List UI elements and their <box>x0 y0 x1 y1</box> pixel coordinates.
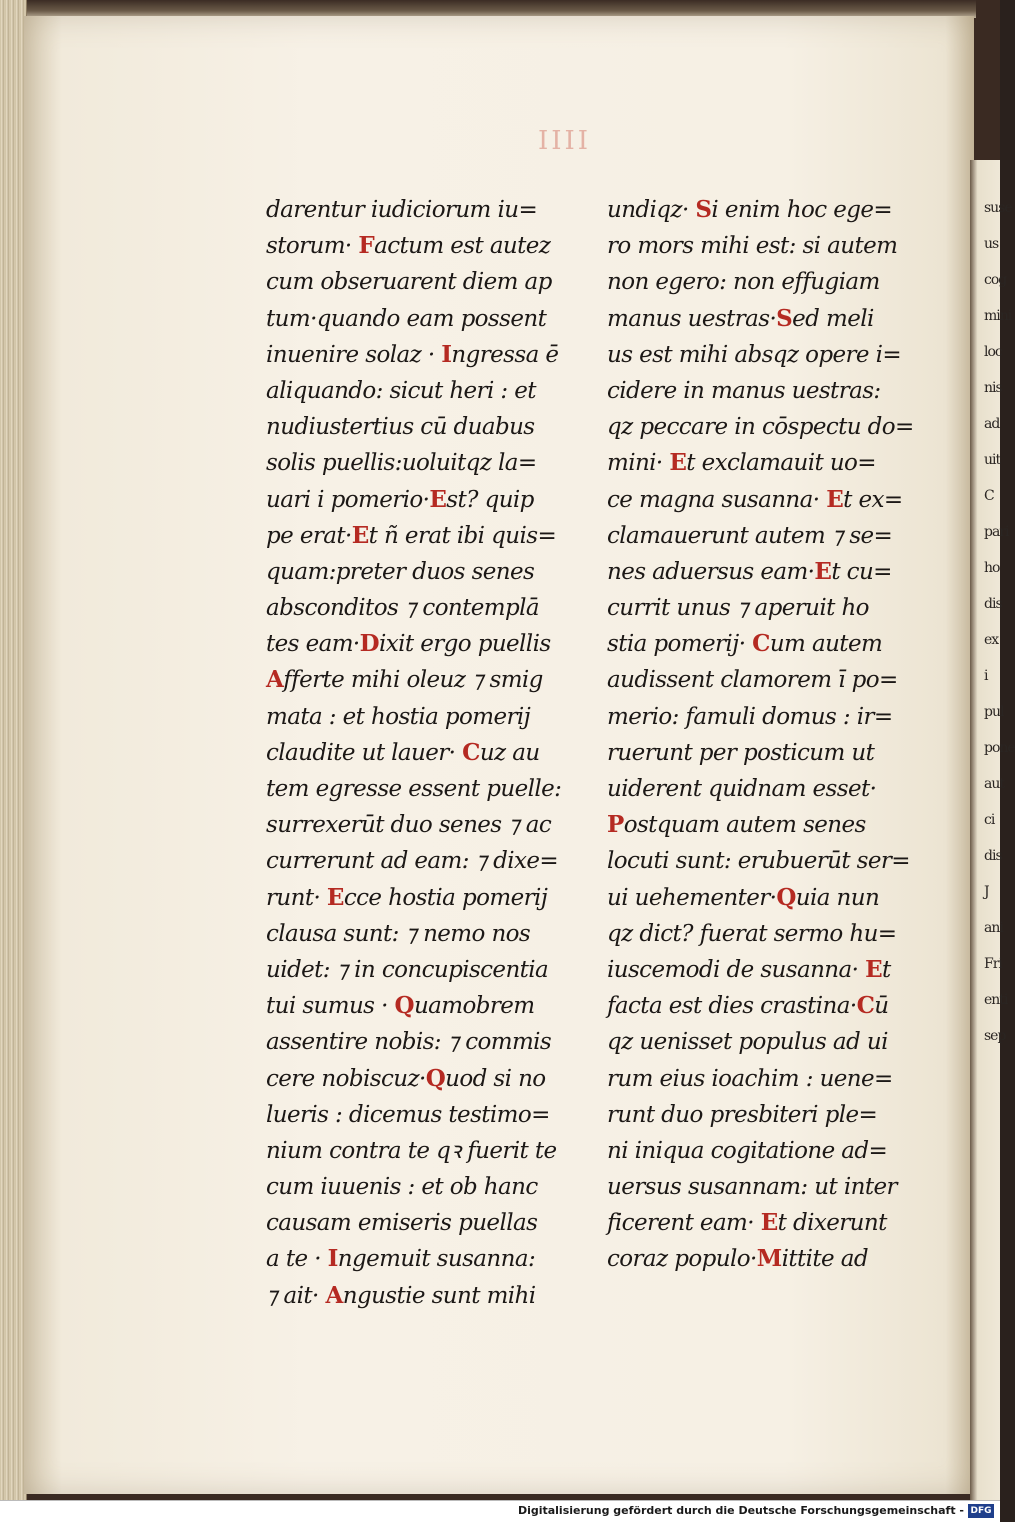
text-segment: manus uestras· <box>607 305 777 332</box>
text-line <box>266 301 566 337</box>
facing-page-fragment: ad <box>984 416 1000 432</box>
text-line <box>607 1133 907 1169</box>
rubricated-initial: M <box>756 1245 782 1273</box>
rubricated-initial: C <box>752 630 770 658</box>
folio-number: IIII <box>538 126 592 156</box>
text-line <box>266 1205 566 1241</box>
text-line <box>607 337 907 373</box>
text-segment: t ex= <box>843 486 903 513</box>
text-column-right <box>607 192 914 1278</box>
text-line <box>607 482 907 518</box>
text-line <box>607 880 907 916</box>
text-segment: uari i pomerio· <box>266 486 430 513</box>
text-segment: runt duo presbiteri ple= <box>607 1101 878 1128</box>
text-segment: uia nun <box>795 884 880 911</box>
text-segment: tem egresse essent puelle: <box>266 776 562 802</box>
text-segment: tum·quando eam possent <box>266 305 547 332</box>
text-segment: iuscemodi de susanna· <box>607 956 866 983</box>
facing-page-fragment: uit <box>984 452 1001 468</box>
text-segment: cidere in manus uestras: <box>607 377 881 404</box>
facing-page-fragment: ani <box>984 920 1003 936</box>
text-line <box>607 952 907 988</box>
text-line <box>607 626 907 662</box>
text-line <box>266 735 566 771</box>
text-line <box>266 662 566 698</box>
text-segment: non egero: non effugiam <box>607 269 880 296</box>
text-line <box>266 518 566 554</box>
text-segment: facta est dies crastina· <box>607 993 857 1020</box>
text-segment: mini· <box>607 450 670 477</box>
facing-page-fragment: loc <box>984 344 1002 360</box>
text-line <box>266 228 566 264</box>
facing-page-fragment: us <box>984 236 999 252</box>
text-line <box>266 264 566 300</box>
text-segment: t exclamauit uo= <box>686 450 876 477</box>
text-segment: mata : et hostia pomerij <box>266 703 531 730</box>
rubricated-initial: I <box>441 340 452 368</box>
text-segment: surrexerūt duo senes ⁊ ac <box>266 812 552 839</box>
rubricated-initial: S <box>776 304 793 332</box>
text-line <box>607 1205 907 1241</box>
text-segment: currit unus ⁊ aperuit ho <box>607 595 869 622</box>
text-line <box>266 1097 566 1133</box>
text-segment: t <box>882 956 891 983</box>
facing-page-fragment: pone <box>984 740 1015 756</box>
text-line <box>607 771 907 807</box>
text-line <box>607 590 907 626</box>
text-line <box>266 807 566 843</box>
text-segment: nium contra te qꝛ fuerit te <box>266 1137 557 1164</box>
text-line <box>266 590 566 626</box>
text-line <box>266 988 566 1024</box>
footer-credit: Digitalisierung gefördert durch die Deutsche Forschungsgemeinschaft - <box>517 1504 964 1517</box>
text-segment: ixit ergo puellis <box>378 631 551 658</box>
facing-page-fragment: C <box>984 488 994 504</box>
text-segment: ce magna susanna· <box>607 486 827 513</box>
text-segment: ngustie sunt mihi <box>342 1282 536 1309</box>
text-line <box>266 952 566 988</box>
facing-page-fragment: pul <box>984 704 1004 720</box>
rubricated-initial: P <box>607 811 624 839</box>
text-segment: undiqz· <box>607 197 696 223</box>
text-segment: lueris : dicemus testimo= <box>266 1101 550 1128</box>
text-segment: merio: famuli domus : ir= <box>607 703 893 730</box>
rubricated-initial: Q <box>425 1064 446 1092</box>
text-segment: clausa sunt: ⁊ nemo nos <box>266 920 531 947</box>
text-line <box>607 662 907 698</box>
text-line <box>266 1061 566 1097</box>
text-segment: clamauerunt autem ⁊ se= <box>607 522 893 549</box>
text-segment: audissent clamorem ī po= <box>607 667 898 694</box>
text-line <box>266 880 566 916</box>
text-segment: currerunt ad eam: ⁊ dixe= <box>266 848 559 875</box>
text-segment: qz peccare in cōspectu do= <box>607 414 914 441</box>
text-segment: fferte mihi oleuz ⁊ smig <box>283 667 543 694</box>
text-line <box>266 1241 566 1277</box>
text-segment: ni iniqua cogitatione ad= <box>607 1137 888 1164</box>
text-line <box>266 1024 566 1060</box>
text-segment: i enim hoc ege= <box>711 197 893 223</box>
text-line <box>607 445 907 481</box>
text-segment: uidet: ⁊ in concupiscentia <box>266 956 549 983</box>
rubricated-initial: Q <box>394 992 414 1020</box>
text-segment: cce hostia pomerij <box>343 884 548 911</box>
text-segment: absconditos ⁊ contemplā <box>266 595 540 622</box>
dfg-logo: DFG <box>968 1504 994 1518</box>
text-segment: inuenire solaz · <box>266 341 442 368</box>
text-line <box>266 626 566 662</box>
rubricated-initial: E <box>669 449 687 477</box>
text-line <box>607 1241 907 1277</box>
rubricated-initial: S <box>695 196 712 223</box>
facing-page-fragment: i <box>984 668 988 684</box>
text-segment: a te · <box>266 1246 328 1273</box>
text-segment: locuti sunt: erubuerūt ser= <box>607 848 910 875</box>
text-segment: ficerent eam· <box>607 1210 761 1237</box>
rubricated-initial: E <box>351 521 369 549</box>
rubricated-initial: E <box>429 485 447 513</box>
text-line <box>266 337 566 373</box>
text-line <box>607 1169 907 1205</box>
text-line <box>266 1169 566 1205</box>
text-segment: ed meli <box>792 305 874 332</box>
facing-page-fragment: J <box>984 884 989 900</box>
text-line <box>607 192 907 228</box>
text-segment: cum obseruarent diem ap <box>266 269 552 296</box>
text-line <box>607 228 907 264</box>
rubricated-initial: C <box>462 738 480 766</box>
text-segment: uiderent quidnam esset· <box>607 776 877 802</box>
rubricated-initial: I <box>327 1245 338 1273</box>
text-segment: ⁊ ait· <box>266 1282 326 1309</box>
text-line <box>607 373 907 409</box>
text-line <box>266 445 566 481</box>
text-segment: actum est autez <box>374 233 551 260</box>
footer-bar <box>0 1500 1000 1522</box>
text-line <box>607 301 907 337</box>
text-line <box>607 1024 907 1060</box>
text-column-left <box>266 192 566 1314</box>
page-stack-edge <box>0 0 27 1500</box>
text-segment: rum eius ioachim : uene= <box>607 1065 893 1092</box>
text-line <box>607 1097 907 1133</box>
text-segment: st? quip <box>446 486 534 513</box>
text-segment: ro mors mihi est: si autem <box>607 233 898 260</box>
text-line <box>607 735 907 771</box>
facing-page-fragment: pari <box>984 524 1009 540</box>
text-line <box>266 373 566 409</box>
text-line <box>266 192 566 228</box>
facing-page-fragment: enti <box>984 992 1008 1008</box>
facing-page-fragment: aut <box>984 776 1004 792</box>
rubricated-initial: C <box>856 992 875 1020</box>
text-segment: pe erat· <box>266 522 352 549</box>
rubricated-initial: D <box>359 630 379 658</box>
text-segment: t dixerunt <box>777 1210 887 1237</box>
text-segment: ruerunt per posticum ut <box>607 739 875 766</box>
rubricated-initial: A <box>325 1281 343 1309</box>
text-segment: t ñ erat ibi quis= <box>368 522 557 549</box>
text-segment: causam emiseris puellas <box>266 1210 538 1237</box>
facing-page-fragment: ex <box>984 632 999 648</box>
facing-page-fragment: mini <box>984 308 1012 324</box>
text-segment: us est mihi absqz opere i= <box>607 341 902 368</box>
text-segment: cere nobiscuz· <box>266 1065 426 1092</box>
text-line <box>266 699 566 735</box>
text-segment: uersus susannam: ut inter <box>607 1174 897 1201</box>
text-line <box>607 843 910 879</box>
text-line <box>266 771 566 807</box>
text-segment: uod si no <box>445 1065 546 1092</box>
facing-page-fragment: sep <box>984 1028 1006 1044</box>
text-line <box>266 482 566 518</box>
text-segment: stia pomerij· <box>607 631 753 658</box>
text-segment: uz au <box>479 739 540 766</box>
facing-page-fragment: dis <box>984 848 1002 864</box>
text-line <box>266 1278 566 1314</box>
text-segment: ū <box>874 993 889 1020</box>
text-segment: ostquam autem senes <box>623 812 866 839</box>
text-segment: assentire nobis: ⁊ commis <box>266 1029 552 1056</box>
text-line <box>607 264 907 300</box>
text-line <box>266 554 566 590</box>
text-line <box>266 843 566 879</box>
text-segment: coraz populo· <box>607 1246 757 1273</box>
rubricated-initial: F <box>358 232 375 260</box>
text-line <box>607 1061 907 1097</box>
text-segment: um autem <box>769 631 883 658</box>
text-segment: ittite ad <box>781 1246 868 1273</box>
text-segment: darentur iudiciorum iu= <box>266 197 538 223</box>
text-line <box>266 409 566 445</box>
text-line <box>266 1133 566 1169</box>
text-segment: nudiustertius cū duabus <box>266 414 535 441</box>
text-segment: nes aduersus eam· <box>607 558 815 585</box>
text-line <box>607 988 907 1024</box>
text-segment: solis puellis:uoluitqz la= <box>266 450 537 477</box>
text-segment: qz uenisset populus ad ui <box>607 1029 888 1056</box>
rubricated-initial: E <box>865 955 882 983</box>
text-segment: aliquando: sicut heri : et <box>266 377 536 404</box>
text-segment: claudite ut lauer· <box>266 739 463 766</box>
text-segment: qz dict? fuerat sermo hu= <box>607 920 897 947</box>
rubricated-initial: E <box>826 485 844 513</box>
rubricated-initial: A <box>266 666 284 694</box>
text-line <box>266 916 566 952</box>
rubricated-initial: Q <box>776 883 796 911</box>
rubricated-initial: E <box>326 883 344 911</box>
facing-page-fragment: ho <box>984 560 1000 576</box>
facing-page-fragment: Fri <box>984 956 1002 972</box>
text-segment: tes eam· <box>266 631 360 658</box>
facing-page-edge <box>970 160 1015 1500</box>
text-segment: storum· <box>266 233 359 260</box>
rubricated-initial: E <box>760 1209 778 1237</box>
text-segment: ngemuit susanna: <box>337 1246 536 1273</box>
facing-page-fragment: suse <box>984 200 1012 216</box>
text-segment: t cu= <box>831 558 892 585</box>
text-line <box>607 916 907 952</box>
text-segment: tui sumus · <box>266 993 395 1020</box>
text-line <box>607 699 907 735</box>
text-segment: ui uehementer· <box>607 884 777 911</box>
text-segment: ngressa ē <box>451 341 559 368</box>
text-segment: uamobrem <box>413 993 535 1020</box>
facing-page-fragment: dis <box>984 596 1002 612</box>
rubricated-initial: E <box>814 557 832 585</box>
text-line <box>607 518 907 554</box>
text-line <box>607 807 907 843</box>
text-line <box>607 554 907 590</box>
text-line <box>607 409 914 445</box>
text-segment: cum iuuenis : et ob hanc <box>266 1174 538 1201</box>
facing-page-fragment: ci <box>984 812 995 828</box>
text-segment: quam:preter duos senes <box>266 558 535 585</box>
facing-page-fragment: cog <box>984 272 1007 288</box>
text-segment: runt· <box>266 884 327 911</box>
facing-page-fragment: nis <box>984 380 1002 396</box>
